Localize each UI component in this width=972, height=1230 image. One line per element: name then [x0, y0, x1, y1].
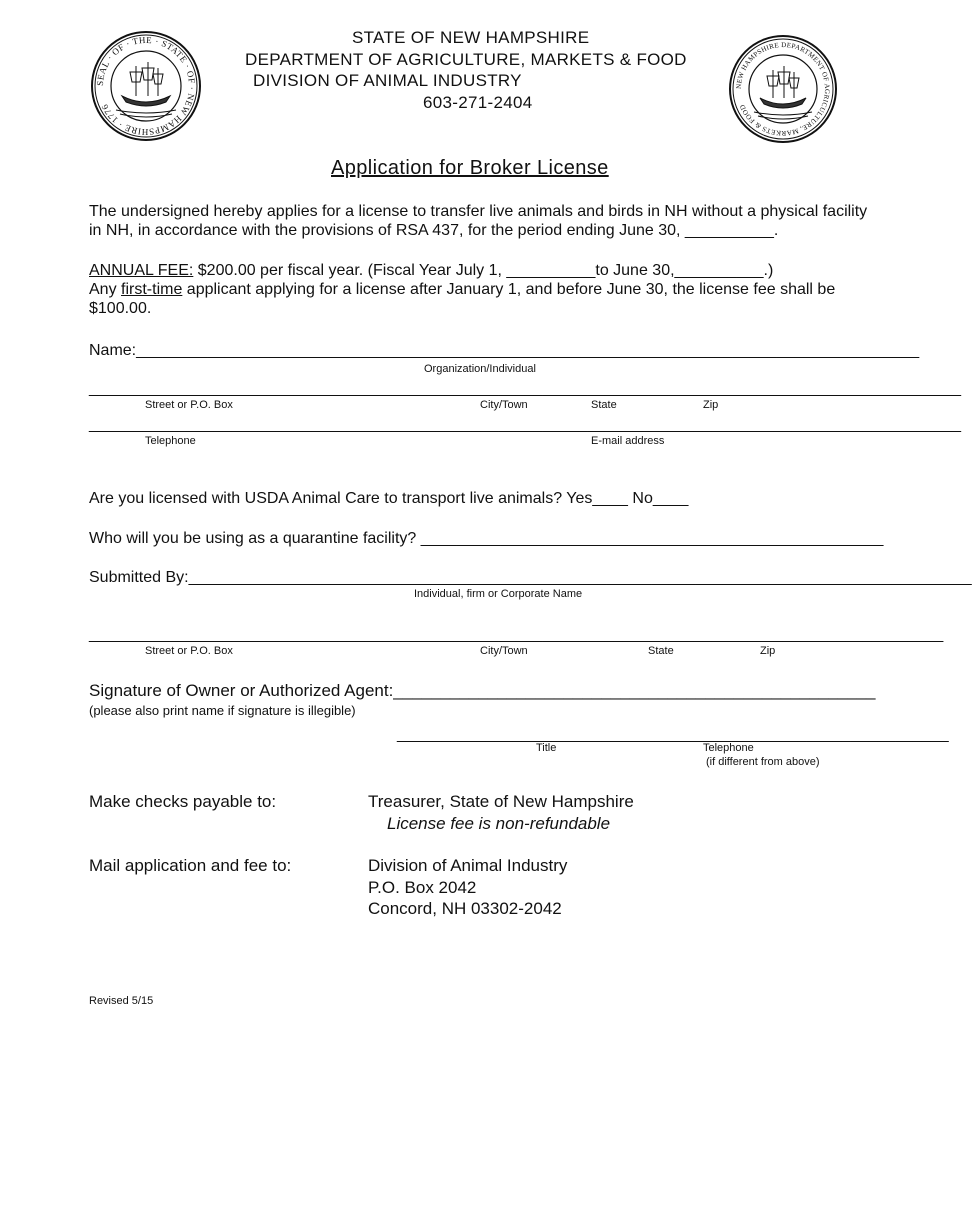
street-caption: Street or P.O. Box	[145, 399, 233, 411]
fee-line-2-pre: Any	[89, 281, 122, 298]
revision-note: Revised 5/15	[89, 995, 154, 1007]
checks-payee: Treasurer, State of New Hampshire	[368, 792, 634, 811]
title-telephone-field[interactable]: ______________________________________________________________	[397, 726, 949, 743]
refund-note: License fee is non-refundable	[387, 814, 611, 833]
fee-line-1	[89, 262, 773, 280]
fee-line-2	[89, 281, 835, 299]
annual-fee-text: $200.00 per fiscal year. (Fiscal Year July 1, __________to June 30,__________.)	[193, 262, 774, 279]
svg-text:NEW HAMPSHIRE DEPARTMENT OF AG: NEW HAMPSHIRE DEPARTMENT OF AGRICULTURE, MARKETS & FOOD	[734, 40, 832, 138]
department-seal-right	[728, 34, 838, 144]
header-department: DEPARTMENT OF AGRICULTURE, MARKETS & FOOD	[245, 50, 687, 69]
zip2-caption: Zip	[760, 645, 776, 657]
signature-field[interactable]: Signature of Owner or Authorized Agent:___________________________________________________	[89, 681, 876, 700]
page-title: Application for Broker License	[331, 157, 609, 179]
title-caption: Title	[536, 742, 557, 754]
signature-note: (please also print name if signature is illegible)	[89, 703, 356, 718]
city-caption: City/Town	[480, 399, 528, 411]
mail-address-line-3: Concord, NH 03302-2042	[368, 899, 562, 918]
street2-caption: Street or P.O. Box	[145, 645, 233, 657]
annual-fee-label: ANNUAL FEE:	[89, 262, 194, 279]
submitter-address-field[interactable]: ________________________________________________________________________________________________	[89, 626, 944, 643]
header-phone: 603-271-2404	[423, 93, 533, 112]
first-time-emphasis: first-time	[121, 281, 183, 298]
zip-caption: Zip	[703, 399, 719, 411]
submitted-by-field[interactable]: Submitted By:________________________________________________________________________________________	[89, 569, 972, 586]
fee-line-2-rest: applicant applying for a license after January 1, and before June 30, the license fee shall be	[182, 281, 836, 298]
name-caption: Organization/Individual	[424, 363, 536, 375]
mail-address-line-1: Division of Animal Industry	[368, 856, 568, 875]
svg-text:SEAL · OF · THE · STATE · OF ·: SEAL · OF · THE · STATE · OF · NEW HAMPSHIRE · 1776	[94, 34, 198, 138]
email-caption: E-mail address	[591, 435, 665, 447]
fee-line-3: $100.00.	[89, 300, 152, 317]
header-state: STATE OF NEW HAMPSHIRE	[352, 28, 590, 47]
intro-line-1: The undersigned hereby applies for a license to transfer live animals and birds in NH without a physical facility	[89, 203, 868, 220]
intro-line-2: in NH, in accordance with the provisions of RSA 437, for the period ending June 30, __________.	[89, 222, 779, 239]
state-caption: State	[591, 399, 617, 411]
submitted-caption: Individual, firm or Corporate Name	[414, 588, 583, 600]
usda-question[interactable]: Are you licensed with USDA Animal Care to transport live animals? Yes____ No____	[89, 490, 689, 507]
telephone2-note: (if different from above)	[706, 756, 820, 768]
quarantine-question[interactable]: Who will you be using as a quarantine facility? ____________________________________________________	[89, 530, 884, 547]
telephone2-caption: Telephone	[703, 742, 754, 754]
telephone-caption: Telephone	[145, 435, 196, 447]
header-division: DIVISION OF ANIMAL INDUSTRY	[253, 71, 522, 90]
state2-caption: State	[648, 645, 674, 657]
mail-label: Mail application and fee to:	[89, 856, 292, 875]
name-field[interactable]: Name:________________________________________________________________________________________	[89, 342, 920, 359]
nh-state-seal-left	[90, 30, 202, 142]
checks-label: Make checks payable to:	[89, 792, 277, 811]
address-field[interactable]: __________________________________________________________________________________________________	[89, 380, 962, 397]
mail-address-line-2: P.O. Box 2042	[368, 878, 477, 897]
city2-caption: City/Town	[480, 645, 528, 657]
phone-email-field[interactable]: __________________________________________________________________________________________________	[89, 416, 962, 433]
